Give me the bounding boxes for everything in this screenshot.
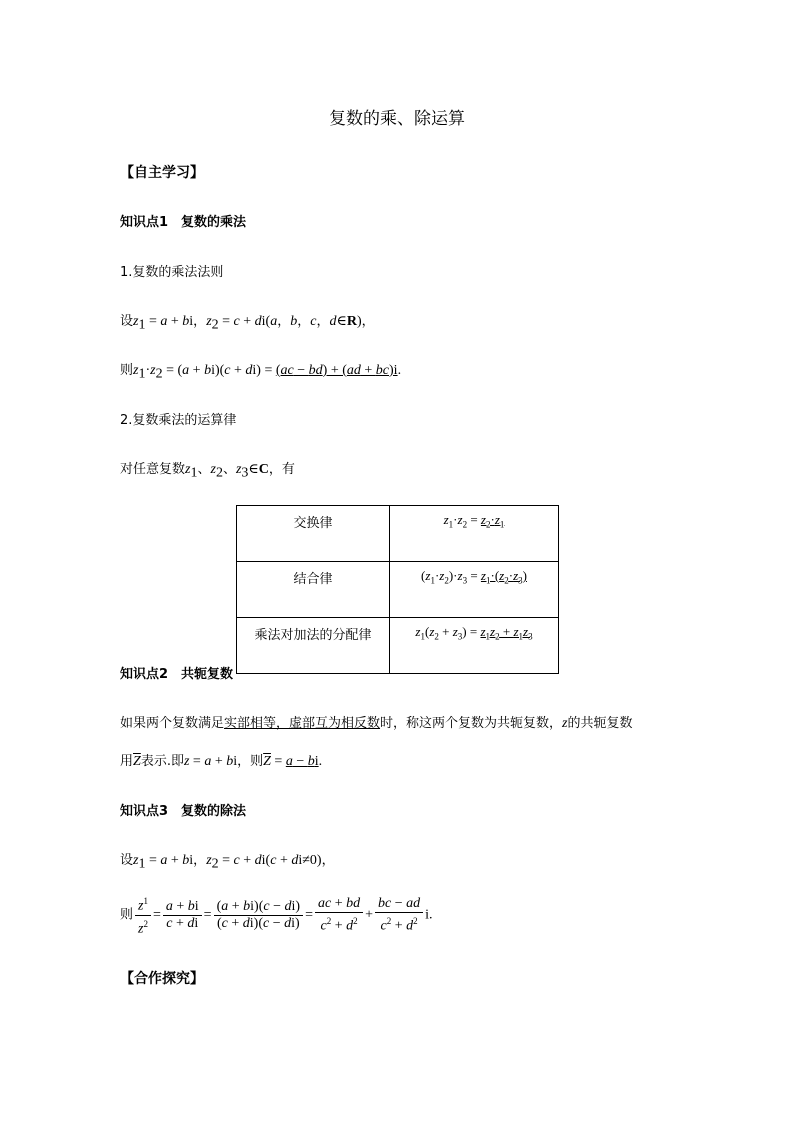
page-title: 复数的乘、除运算 [329, 109, 465, 129]
section-heading-cooperative-inquiry: 【合作探究】 [120, 971, 204, 987]
multiplication-laws-heading: 2.复数乘法的运算律 [120, 413, 237, 428]
law-name: 结合律 [237, 562, 390, 618]
multiplication-result-line: 则$z_1\cdot z_2 = (a + bi)(c + di) = (ac - bd) + (ad + bc)i$. [120, 363, 402, 382]
conjugate-definition-line: 如果两个复数满足实部相等，虚部互为相反数时，称这两个复数为共轭复数，z的共轭复数 [120, 716, 633, 731]
section-heading-self-study: 【自主学习】 [120, 165, 204, 181]
law-formula: $z_1\cdot z_2 = z_2\cdot z_1$ [390, 506, 559, 562]
table-row [237, 506, 559, 562]
division-formula-line: 则 $\frac{z^1}{z^2}$ = $\frac{a + bi}{c + di}$ = $\frac{(a + bi)(c - di)}{(c + di)(c - di)}$ = $\frac{ac + bd}{c^2 + d^2}$ + $\frac{bc - ad}{c^2 + d^2}$ i. [120, 893, 433, 937]
knowledge-point-1-heading: 知识点1 复数的乘法 [120, 215, 247, 230]
fraction-real-part: $\frac{ac + bd}{c^2 + d^2}$ [315, 896, 363, 935]
knowledge-point-3-heading: 知识点3 复数的除法 [120, 804, 247, 819]
law-formula: $(z_1\cdot z_2)\cdot z_3 = z_1\cdot(z_2\cdot z_3)$ [390, 562, 559, 618]
knowledge-point-2-heading: 知识点2 共轭复数 [120, 667, 234, 682]
multiplication-definition-line: 设$z_1 = a$ + bi，$z_2 = c + di(a$，b，c，d∈R)， [120, 314, 375, 333]
law-name: 乘法对加法的分配律 [237, 618, 390, 674]
table-row [237, 562, 559, 618]
fraction-z1-over-z2: $\frac{z^1}{z^2}$ [135, 893, 151, 937]
division-definition-line: 设$z_1 = a$ + bi，$z_2 = c + di(c + di\ne 0)$， [120, 853, 335, 872]
conjugate-notation-line: 用$\overline{Z}$表示.即z = a + bi，则$\overline{Z} = a$ − bi. [120, 754, 323, 769]
multiplication-laws-intro: 对任意复数$z_1$、$z_2$、$z_3\in C$，有 [120, 462, 295, 481]
fraction-imaginary-part: $\frac{bc - ad}{c^2 + d^2}$ [375, 896, 423, 935]
multiplication-rule-heading: 1.复数的乘法法则 [120, 265, 224, 280]
multiplication-laws-table [236, 505, 559, 674]
table-row [237, 618, 559, 674]
law-formula: $z_1(z_2 + z_3) = z_1z_2 + z_1z_3$ [390, 618, 559, 674]
fraction-a-bi-over-c-di: $\frac{a + bi}{c + di}$ [163, 899, 202, 932]
fraction-expanded: $\frac{(a + bi)(c - di)}{(c + di)(c - di)}$ [214, 899, 303, 932]
law-name: 交换律 [237, 506, 390, 562]
